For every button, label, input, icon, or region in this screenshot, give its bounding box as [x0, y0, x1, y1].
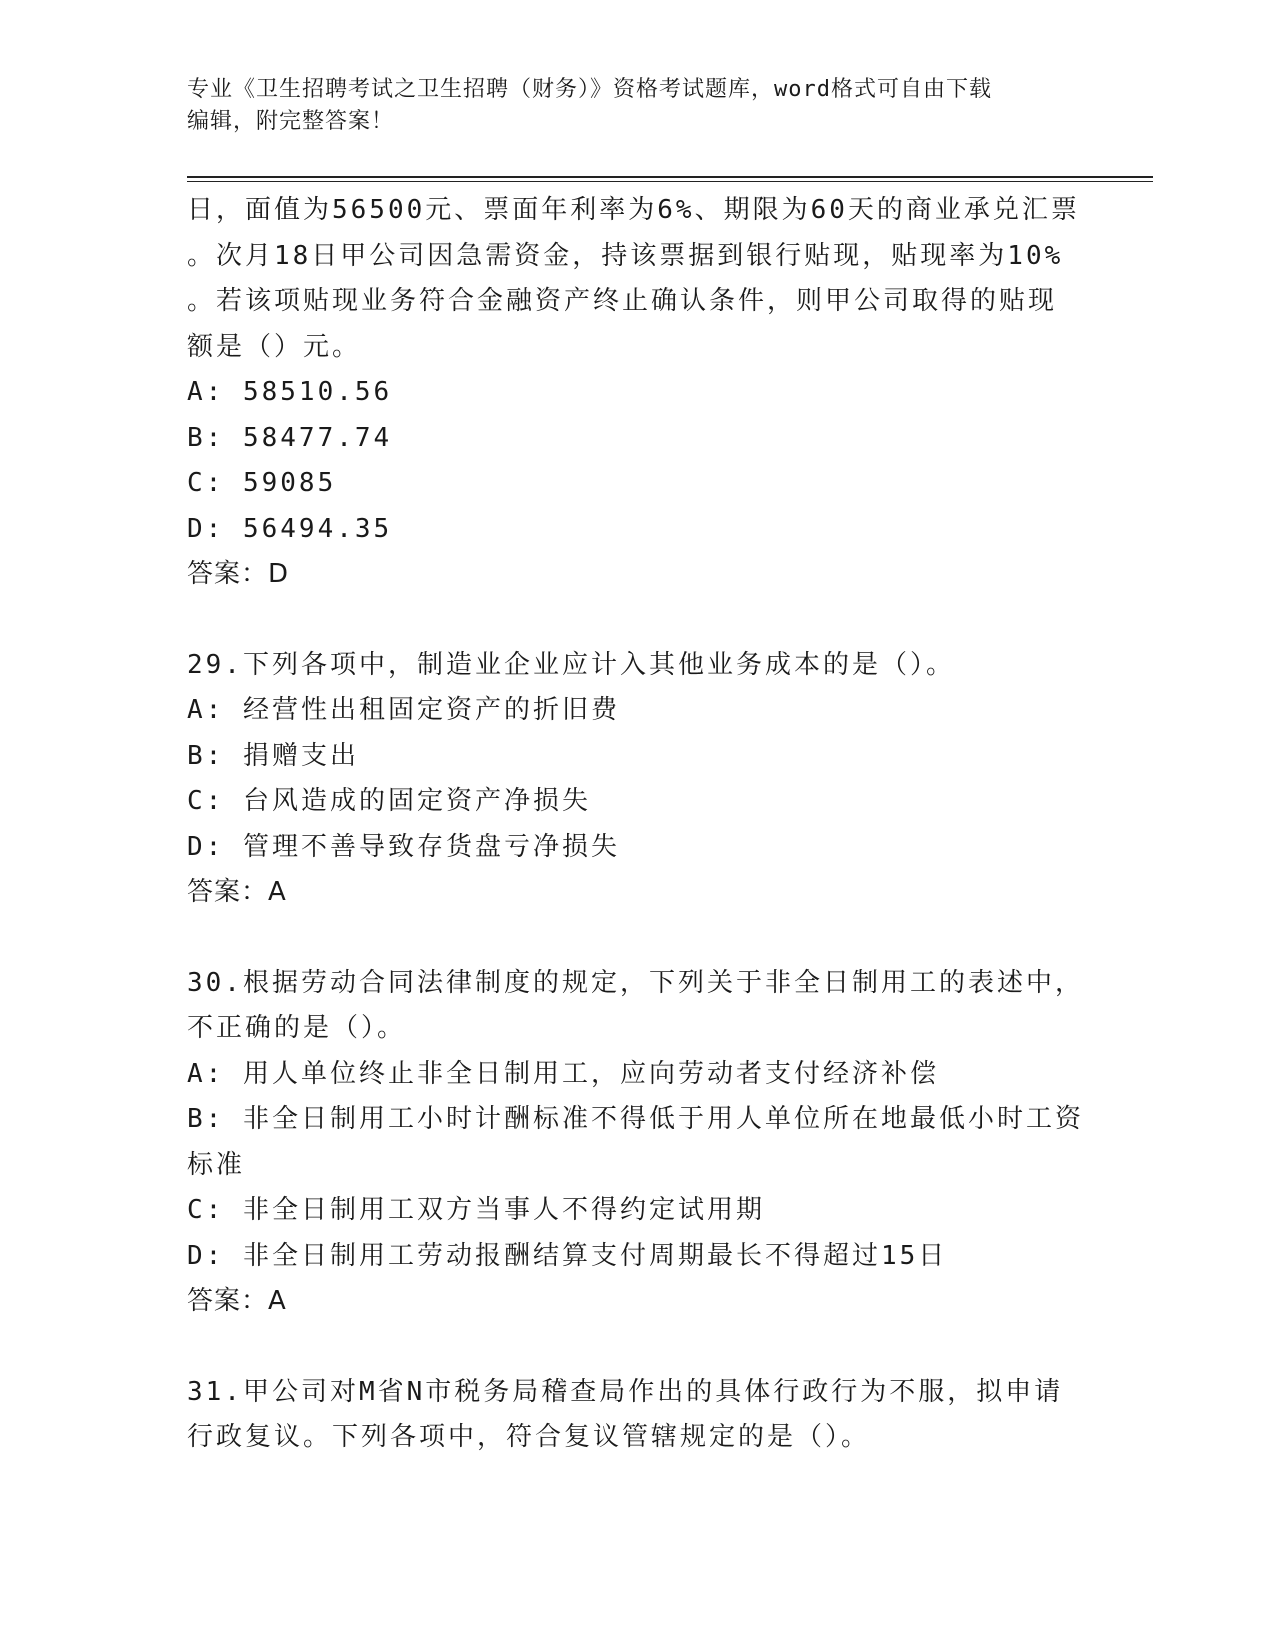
option-b: B: 捐赠支出	[187, 740, 359, 771]
question-text-line: 31.甲公司对M省N市税务局稽查局作出的具体行政行为不服，拟申请	[187, 1376, 1064, 1407]
option-b-continued: 标准	[187, 1149, 246, 1180]
question-text-line: 额是（）元。	[187, 331, 362, 362]
question-content	[187, 188, 1087, 1506]
answer-label: 答案：A	[187, 1286, 287, 1316]
question-text-line: 。次月18日甲公司因急需资金，持该票据到银行贴现，贴现率为10%	[187, 240, 1064, 271]
option-d: D: 56494.35	[187, 513, 393, 544]
question-text-line: 30.根据劳动合同法律制度的规定，下列关于非全日制用工的表述中，	[187, 967, 1084, 998]
option-a: A: 用人单位终止非全日制用工，应向劳动者支付经济补偿	[187, 1058, 939, 1089]
option-b: B: 58477.74	[187, 422, 393, 453]
option-a: A: 经营性出租固定资产的折旧费	[187, 695, 620, 725]
header-line-1: 专业《卫生招聘考试之卫生招聘（财务）》资格考试题库，word格式可自由下载	[187, 77, 992, 102]
option-d: D: 非全日制用工劳动报酬结算支付周期最长不得超过15日	[187, 1240, 948, 1271]
header-rule-thick	[187, 176, 1153, 178]
question-31	[187, 1370, 1087, 1461]
question-text-line: 不正确的是（）。	[187, 1013, 407, 1043]
question-28	[187, 188, 1087, 598]
question-text-line: 行政复议。下列各项中，符合复议管辖规定的是（）。	[187, 1422, 871, 1452]
option-c: C: 非全日制用工双方当事人不得约定试用期	[187, 1195, 765, 1225]
question-text-line: 日，面值为56500元、票面年利率为6%、期限为60天的商业承兑汇票	[187, 195, 1080, 225]
header-line-2: 编辑，附完整答案！	[187, 109, 395, 134]
option-c: C: 台风造成的固定资产净损失	[187, 786, 591, 816]
option-c: C: 59085	[187, 468, 337, 498]
question-text-line: 。若该项贴现业务符合金融资产终止确认条件，则甲公司取得的贴现	[187, 286, 1058, 316]
option-b: B: 非全日制用工小时计酬标准不得低于用人单位所在地最低小时工资	[187, 1104, 1084, 1134]
option-a: A: 58510.56	[187, 377, 393, 407]
question-30	[187, 961, 1087, 1325]
question-text-line: 29.下列各项中，制造业企业应计入其他业务成本的是（）。	[187, 649, 955, 680]
question-29	[187, 643, 1087, 916]
option-d: D: 管理不善导致存货盘亏净损失	[187, 831, 620, 862]
answer-label: 答案：A	[187, 877, 287, 907]
answer-label: 答案：D	[187, 559, 290, 589]
header-rule-thin	[187, 181, 1153, 182]
page-header	[187, 74, 1087, 138]
